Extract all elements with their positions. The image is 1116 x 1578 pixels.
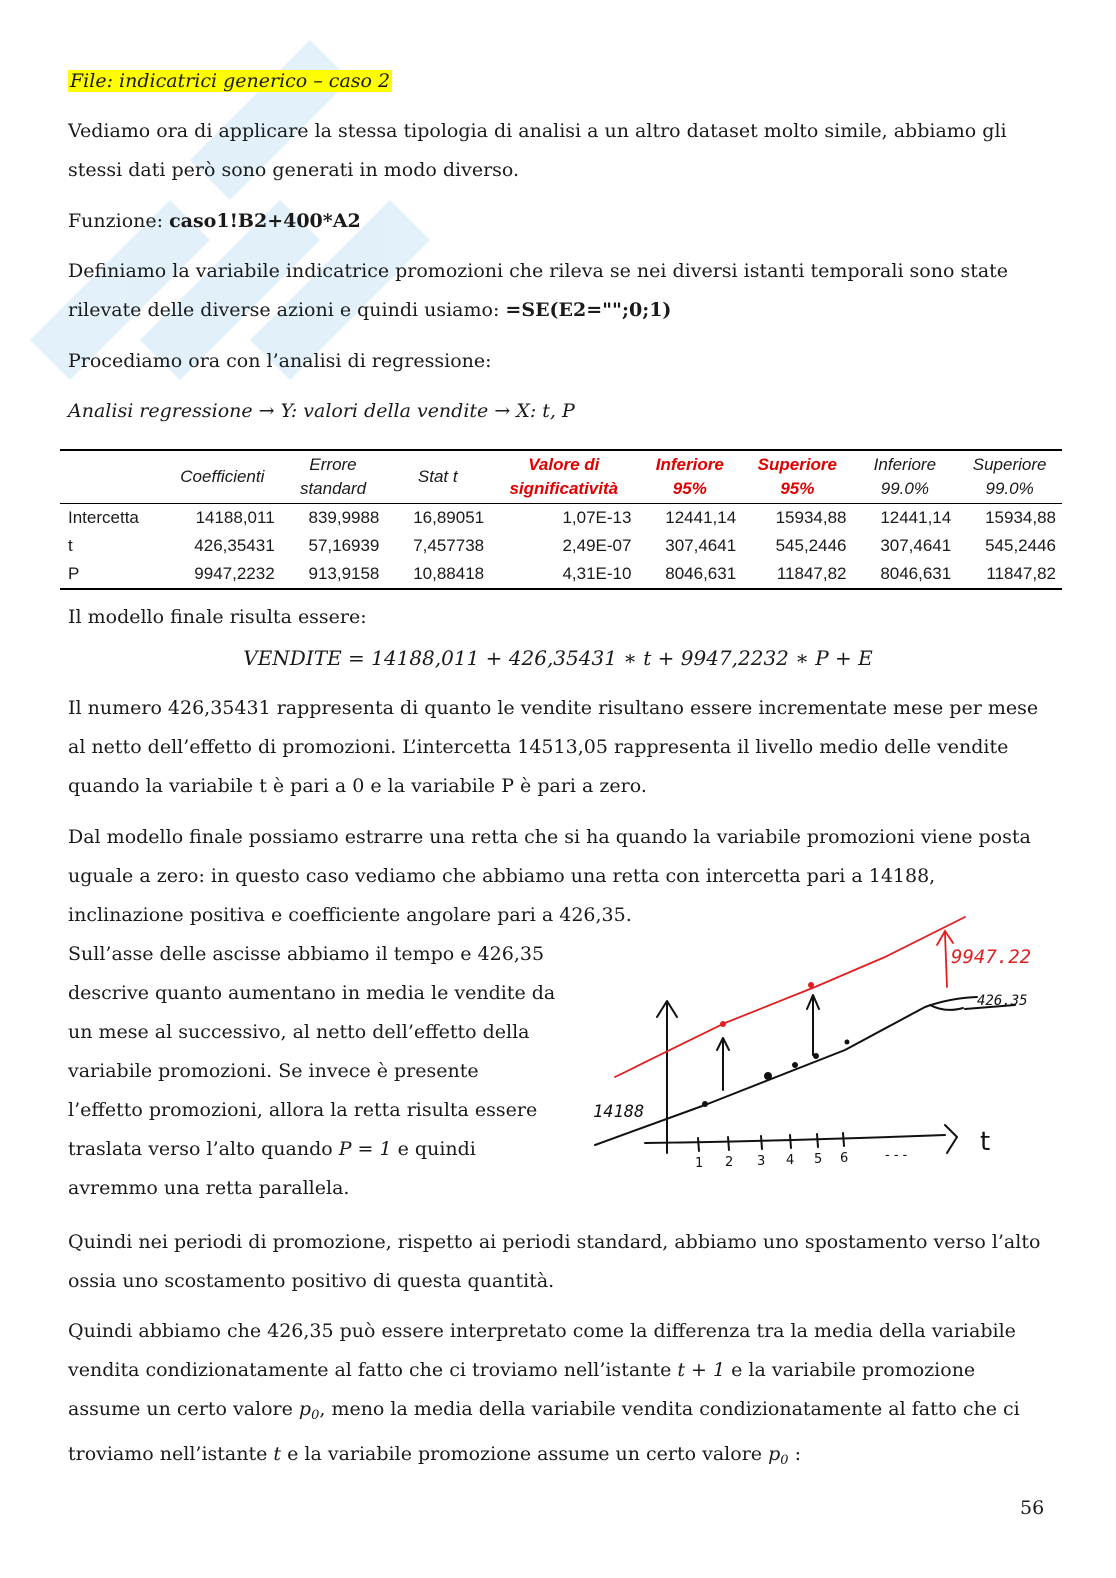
p-equals-1: P = 1: [338, 1138, 392, 1160]
slope-marker: [930, 1005, 963, 1010]
tick-label: 2: [725, 1155, 734, 1170]
header-superiore-99: Superiore 99.0%: [957, 450, 1062, 504]
quindi-paragraph-2: Quindi abbiamo che 426,35 può essere interpretato come la differenza tra la media della variabile vendita condizionatamente al fatto che ci troviamo nell’istante t + 1 e la variabile promozione assume un certo valore $p_0$, meno la media della variabile vendita condizionatamente al fatto che ci troviamo nell’istante t e la variabile promozione assume un certo valore $p_0$ :: [68, 1320, 1020, 1468]
table-cell: 7,457738: [413, 536, 485, 555]
page-number: 56: [1020, 1497, 1045, 1519]
table-cell: 8046,631: [637, 560, 742, 589]
shift-label: 9947.22: [951, 946, 1032, 968]
tick-label: 6: [840, 1151, 849, 1166]
table-header-row: [60, 450, 1062, 504]
data-point: [702, 1101, 708, 1107]
table-cell: 9947,2232: [164, 560, 281, 589]
table-cell: 307,4641: [880, 536, 952, 555]
row-label: t: [68, 536, 73, 555]
table-cell: 11847,82: [742, 560, 852, 589]
table-cell: 12441,14: [665, 508, 737, 527]
definiamo-paragraph: Definiamo la variabile indicatrice promozioni che rileva se nei diversi istanti temporali sono state rilevate delle diverse azioni e quindi usiamo: =SE(E2="";0;1): [68, 260, 1009, 321]
tick-label: 1: [695, 1156, 704, 1171]
t-axis-label: t: [980, 1127, 991, 1157]
header-valore-significativita: Valore di significatività: [490, 450, 637, 504]
table-cell: 10,88418: [385, 560, 490, 589]
shifted-point: [720, 1021, 726, 1027]
header-superiore-95: Superiore 95%: [742, 450, 852, 504]
shifted-point: [808, 982, 814, 988]
tick-4: [790, 1135, 791, 1148]
header-inferiore-99: Inferiore 99.0%: [853, 450, 958, 504]
table-cell: 14188,011: [195, 508, 275, 527]
table-cell: 16,89051: [413, 508, 485, 527]
procediamo-line: Procediamo ora con l’analisi di regressione:: [68, 350, 492, 372]
table-cell: 8046,631: [853, 560, 958, 589]
table-cell: 1,07E-13: [562, 508, 632, 527]
table-cell: 913,9158: [281, 560, 386, 589]
p0-symbol: $p_0$: [298, 1398, 320, 1423]
modello-intro: Il modello finale risulta essere:: [68, 606, 367, 628]
data-point: [813, 1053, 819, 1059]
table-row: [60, 532, 1062, 560]
header-inferiore-95: Inferiore 95%: [637, 450, 742, 504]
intro-paragraph: Vediamo ora di applicare la stessa tipologia di analisi a un altro dataset molto simile, abbiamo gli stessi dati però sono generati in modo diverso.: [68, 120, 1007, 181]
quindi-paragraph-1: Quindi nei periodi di promozione, rispetto ai periodi standard, abbiamo uno spostamento verso l’alto ossia uno scostamento positivo di questa quantità.: [68, 1231, 1041, 1292]
data-point: [764, 1072, 772, 1080]
model-equation: VENDITE = 14188,011 + 426,35431 ∗ t + 9947,2232 ∗ P + E: [243, 646, 873, 670]
regression-line: [595, 997, 977, 1145]
side-paragraph: Sull’asse delle ascisse abbiamo il tempo e 426,35 descrive quanto aumentano in media le vendite da un mese al successivo, al netto dell’effetto della variabile promozioni. Se invece è presente l’effetto promozioni, allora la retta risulta essere traslata verso l’alto quando P = 1 e quindi avremmo una retta parallela.: [68, 943, 556, 1199]
regression-sketch: [585, 905, 1055, 1205]
table-cell: 15934,88: [985, 508, 1056, 527]
tick-label: 3: [757, 1154, 766, 1169]
table-row: [60, 560, 1062, 589]
funzione-line: Funzione: caso1!B2+400*A2: [68, 210, 361, 232]
tick-2: [728, 1137, 729, 1150]
data-point: [845, 1040, 850, 1045]
numero-paragraph: Il numero 426,35431 rappresenta di quanto le vendite risultano essere incrementate mese per mese al netto dell’effetto di promozioni. L’intercetta 14513,05 rappresenta il livello medio delle vendite quando la variabile t è pari a 0 e la variabile P è pari a zero.: [68, 697, 1039, 797]
table-cell: 57,16939: [308, 536, 380, 555]
table-cell: 2,49E-07: [562, 536, 632, 555]
intercept-label: 14188: [593, 1102, 645, 1122]
header-errore-standard: Errore standard: [281, 450, 386, 504]
arrow-up-2: [807, 995, 819, 1055]
x-axis: [645, 1135, 945, 1143]
arrow-up-1: [717, 1038, 729, 1090]
header-empty: [60, 450, 164, 504]
regression-table: [60, 449, 1062, 590]
file-label: File: indicatrici generico – caso 2: [70, 70, 391, 92]
tick-3: [761, 1136, 762, 1149]
slope-label: 426.35: [977, 993, 1028, 1009]
tick-1: [698, 1138, 699, 1151]
tick-5: [817, 1134, 818, 1147]
row-label: Intercetta: [68, 508, 139, 527]
funzione-formula: caso1!B2+400*A2: [169, 210, 361, 232]
table-cell: 12441,14: [880, 508, 952, 527]
tick-label: 4: [786, 1153, 795, 1168]
x-axis-arrow: [945, 1125, 957, 1153]
dal-modello-paragraph: Dal modello finale possiamo estrarre una retta che si ha quando la variabile promozioni viene posta uguale a zero: in questo caso vediamo che abbiamo una retta con intercetta pari a 14188, inclinazione positiva e coefficiente angolare pari a 426,35.: [68, 826, 1031, 926]
se-formula: =SE(E2="";0;1): [505, 299, 672, 321]
analisi-line: Analisi regressione → Y: valori della vendite → X: t, P: [68, 400, 575, 422]
table-row: [60, 504, 1062, 533]
table-cell: 545,2446: [985, 536, 1056, 555]
table-cell: 426,35431: [194, 536, 275, 555]
row-label: P: [60, 560, 164, 589]
data-point: [792, 1062, 798, 1068]
table-cell: 307,4641: [665, 536, 737, 555]
p0-symbol: $p_0$: [768, 1443, 789, 1468]
tick-label: - - -: [885, 1148, 908, 1163]
header-stat-t: Stat t: [385, 450, 490, 504]
tick-6: [843, 1133, 844, 1146]
table-cell: 11847,82: [957, 560, 1062, 589]
tick-label: 5: [814, 1152, 823, 1167]
table-cell: 15934,88: [775, 508, 847, 527]
table-cell: 545,2446: [775, 536, 847, 555]
table-cell: 839,9988: [308, 508, 380, 527]
header-coefficienti: Coefficienti: [164, 450, 281, 504]
table-cell: 4,31E-10: [490, 560, 637, 589]
